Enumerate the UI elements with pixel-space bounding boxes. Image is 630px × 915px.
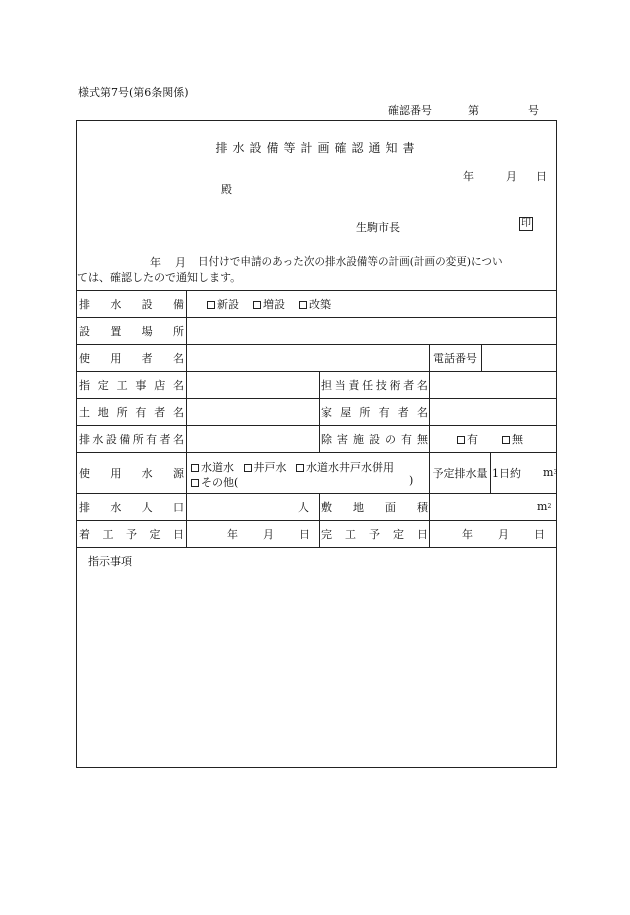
treatment-options <box>457 425 523 452</box>
table-rule <box>481 344 482 371</box>
instructions-label: 指示事項 <box>88 555 132 568</box>
start-year: 年 <box>227 527 238 541</box>
checkbox-well-water[interactable]: 井戸水 <box>244 461 287 474</box>
discharge-prefix: 1日約 <box>492 466 521 480</box>
label-phone: 電話番号 <box>433 351 477 365</box>
confirm-number-suffix: 号 <box>528 104 539 117</box>
label-finish-date: 完 工 予 定 日 <box>321 527 428 541</box>
label-contractor: 指 定 工 事 店 名 <box>79 378 184 392</box>
label-facility-owner: 排 水 設 備 所 有 者 名 <box>79 432 184 446</box>
seal-mark: 印 <box>521 218 531 229</box>
label-water-source: 使 用 水 源 <box>79 466 184 480</box>
form-reference: 様式第7号(第6条関係) <box>78 86 189 99</box>
start-month: 月 <box>263 527 274 541</box>
facility-options <box>207 290 331 317</box>
date-day: 日 <box>536 170 547 183</box>
area-unit: m 2 <box>537 500 552 513</box>
population-unit: 人 <box>298 500 309 514</box>
checkbox-other[interactable]: その他( <box>191 474 238 490</box>
label-population: 排 水 人 口 <box>79 500 184 514</box>
label-start-date: 着 工 予 定 日 <box>79 527 184 541</box>
table-rule <box>429 344 430 547</box>
body-text-line1: 日付けで申請のあった次の排水設備等の計画(計画の変更)につい <box>198 256 503 268</box>
table-rule <box>186 290 187 547</box>
notice-form <box>76 120 557 768</box>
label-site-area: 敷 地 面 積 <box>321 500 428 514</box>
checkbox-no[interactable]: 無 <box>502 431 523 447</box>
date-month: 月 <box>506 170 517 183</box>
confirm-number-label: 確認番号 <box>388 104 432 117</box>
finish-day: 日 <box>534 527 545 541</box>
other-close-paren: ) <box>409 474 414 487</box>
label-discharge: 予定排水量 <box>432 466 488 480</box>
body-text-line2: ては、確認したので通知します。 <box>77 271 242 284</box>
table-rule <box>490 452 491 493</box>
confirm-number-prefix: 第 <box>468 104 479 117</box>
addressee-suffix: 殿 <box>221 183 232 196</box>
issuer-name: 生駒市長 <box>356 221 400 234</box>
date-year: 年 <box>463 170 474 183</box>
start-day: 日 <box>299 527 310 541</box>
label-facility: 排 水 設 備 <box>79 297 184 311</box>
label-house-owner: 家 屋 所 有 者 名 <box>321 405 428 419</box>
checkbox-extension[interactable]: 増設 <box>253 296 285 312</box>
body-year: 年 <box>150 256 161 269</box>
water-source-options <box>191 459 394 475</box>
label-engineer: 担 当 責 任 技 術 者 名 <box>321 378 428 392</box>
label-land-owner: 土 地 所 有 者 名 <box>79 405 184 419</box>
form-title: 排水設備等計画確認通知書 <box>215 141 420 155</box>
checkbox-tap-water[interactable]: 水道水 <box>191 461 234 474</box>
label-location: 設 置 場 所 <box>79 324 184 338</box>
checkbox-yes[interactable]: 有 <box>457 431 478 447</box>
finish-year: 年 <box>462 527 473 541</box>
label-user: 使 用 者 名 <box>79 351 184 365</box>
label-treatment: 除 害 施 設 の 有 無 <box>321 432 428 446</box>
checkbox-combined[interactable]: 水道水井戸水併用 <box>296 461 394 474</box>
finish-month: 月 <box>498 527 509 541</box>
checkbox-renovation[interactable]: 改築 <box>299 296 331 312</box>
discharge-unit: m 3 <box>543 466 558 479</box>
body-month: 月 <box>175 256 186 269</box>
checkbox-new[interactable]: 新設 <box>207 296 239 312</box>
table-rule <box>77 547 556 548</box>
